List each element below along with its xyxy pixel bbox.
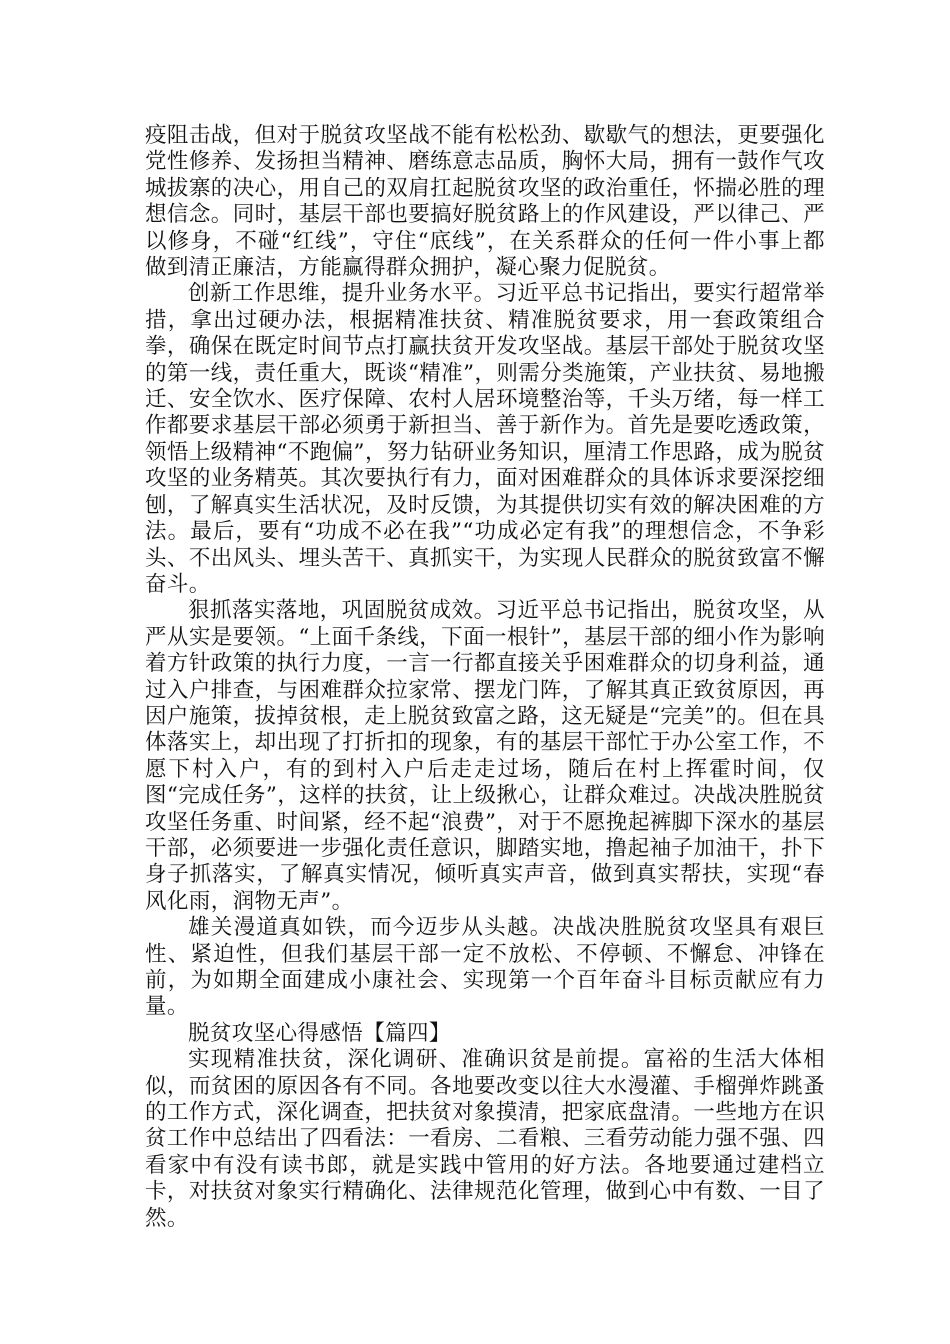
paragraph-precise-poverty-identification: 实现精准扶贫，深化调研、准确识贫是前提。富裕的生活大体相似，而贫困的原因各有不同。各地要改变以往大水漫灌、手榴弹炸跳蚤的工作方式，深化调查，把扶贫对象摸清，把家底盘清。一些地方在识贫工作中总结出了四看法：一看房、二看粮、三看劳动能力强不强、四看家中有没有读书郎，就是实践中管用的好方法。各地要通过建档立卡，对扶贫对象实行精确化、法律规范化管理，做到心中有数、一目了然。 bbox=[145, 1047, 825, 1231]
section-heading: 脱贫攻坚心得感悟【篇四】 bbox=[188, 1020, 451, 1046]
paragraph-innovate-thinking: 创新工作思维，提升业务水平。习近平总书记指出，要实行超常举措，拿出过硬办法，根据精准扶贫、精准脱贫要求，用一套政策组合拳，确保在既定时间节点打赢扶贫开发攻坚战。基层干部处于脱贫攻坚的第一线，责任重大，既谈“精准”，则需分类施策，产业扶贫、易地搬迁、安全饮水、医疗保障、农村人居环境整治等，千头万绪，每一样工作都要求基层干部必须勇于新担当、善于新作为。首先是要吃透政策，领悟上级精神“不跑偏”，努力钻研业务知识，厘清工作思路，成为脱贫攻坚的业务精英。其次要执行有力，面对困难群众的具体诉求要深挖细刨，了解真实生活状况，及时反馈，为其提供切实有效的解决困难的方法。最后，要有“功成不必在我”“功成必定有我”的理想信念，不争彩头、不出风头、埋头苦干、真抓实干，为实现人民群众的脱贫致富不懈奋斗。 bbox=[145, 281, 825, 597]
paragraph-continued-resolve: 疫阻击战，但对于脱贫攻坚战不能有松松劲、歇歇气的想法，更要强化党性修养、发扬担当精神、磨练意志品质，胸怀大局，拥有一鼓作气攻城拔寨的决心，用自己的双肩扛起脱贫攻坚的政治重任，怀揣必胜的理想信念。同时，基层干部也要搞好脱贫路上的作风建设，严以律己、严以修身，不碰“红线”，守住“底线”，在关系群众的任何一件小事上都做到清正廉洁，方能赢得群众拥护，凝心聚力促脱贫。 bbox=[145, 123, 825, 281]
document-page bbox=[145, 123, 825, 1232]
paragraph-conclusion: 雄关漫道真如铁，而今迈步从头越。决战决胜脱贫攻坚具有艰巨性、紧迫性，但我们基层干部一定不放松、不停顿、不懈怠、冲锋在前，为如期全面建成小康社会、实现第一个百年奋斗目标贡献应有力量。 bbox=[145, 915, 825, 1020]
paragraph-implementation: 狠抓落实落地，巩固脱贫成效。习近平总书记指出，脱贫攻坚，从严从实是要领。“上面千条线，下面一根针”，基层干部的细小作为影响着方针政策的执行力度，一言一行都直接关乎困难群众的切身利益，通过入户排查，与困难群众拉家常、摆龙门阵，了解其真正致贫原因，再因户施策，拔掉贫根，走上脱贫致富之路，这无疑是“完美”的。但在具体落实上，却出现了打折扣的现象，有的基层干部忙于办公室工作，不愿下村入户，有的到村入户后走走过场，随后在村上挥霍时间，仅图“完成任务”，这样的扶贫，让上级揪心，让群众难过。决战决胜脱贫攻坚任务重、时间紧，经不起“浪费”，对于不愿挽起裤脚下深水的基层干部，必须要进一步强化责任意识，脚踏实地，撸起袖子加油干，扑下身子抓落实，了解真实情况，倾听真实声音，做到真实帮扶，实现“春风化雨，润物无声”。 bbox=[145, 598, 825, 914]
